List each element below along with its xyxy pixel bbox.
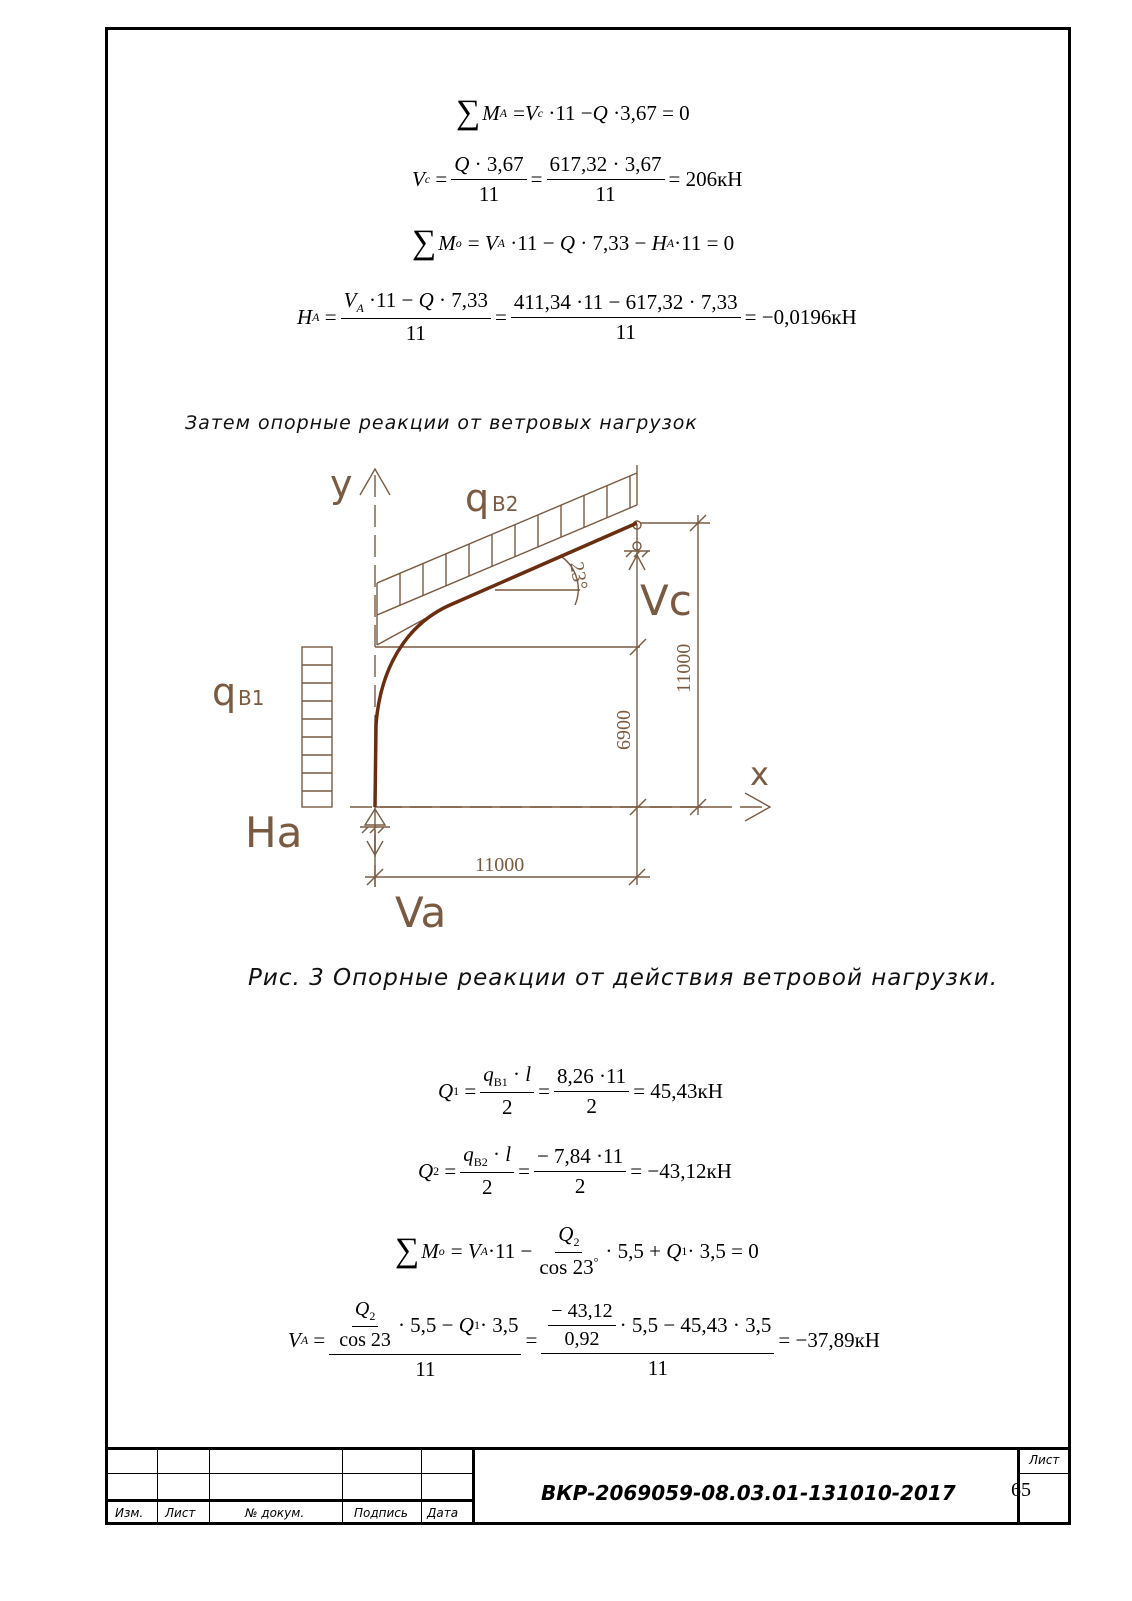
qb1-load [302,647,332,807]
col-doc: № докум. [245,1506,305,1520]
qb1-label: q [212,670,237,714]
equation-vc: V c = $\frac{Q \cdot 3,67}{11}$ = $\frac{617,32 \cdot 3,67}{11}$ = 206кН [412,152,743,206]
qb2-load-top [377,473,637,583]
col-date: Дата [427,1506,459,1520]
y-axis-label: y [330,462,353,506]
figure-caption: Рис. 3 Опорные реакции от действия ветровой нагрузки. [248,965,999,991]
document-number: ВКР-2069059-08.03.01-131010-2017 [541,1481,956,1505]
x-axis-label: x [750,755,769,793]
ha-label: Ha [245,808,303,857]
q2-result: = −43,12кН [630,1158,732,1183]
ha-result: = −0,0196кН [744,304,857,329]
equation-moment-o-2: ∑ M o = V A ·11 − $\frac{Q_2}{\cos 23^\circ}$ · 5,5 + Q 1 · 3,5 = 0 [395,1222,759,1280]
col-sign: Подпись [354,1506,408,1520]
dim-11000-v-label: 11000 [673,643,695,693]
qb2-subscript: B2 [492,492,519,516]
vc-label: Vc [640,576,692,625]
vc-symbol: V [412,167,425,191]
dim-11000-h-label: 11000 [475,854,525,876]
equation-q1: Q 1 = $\frac{q_{B1} \cdot l}{2}$ = $\frac{8,26 \cdot 11}{2}$ = 45,43кН [438,1062,723,1120]
intro-text: Затем опорные реакции от ветровых нагрузок [185,412,698,434]
va-label: Va [395,888,447,937]
frame-member [375,523,637,807]
col-list: Лист [165,1506,196,1520]
qb2-load-bottom [377,505,637,615]
qb1-subscript: B1 [238,686,265,710]
va-result: = −37,89кН [778,1327,880,1352]
sheet-label: Лист [1029,1453,1060,1467]
col-izm: Изм. [115,1506,144,1520]
title-block [105,1447,1071,1525]
qb1-hatch [302,665,332,791]
dim-6900-label: 6900 [613,710,635,750]
sheet-number: 65 [1011,1479,1031,1501]
vc-result: = 206кН [668,167,743,191]
wind-load-figure [190,455,810,945]
structure-diagram [190,455,810,945]
equation-moment-a: ∑ M A = V c ·11 − Q ·3,67 = 0 [456,94,690,131]
qb2-label: q [465,476,490,520]
q1-result: = 45,43кН [633,1078,723,1103]
equation-moment-o-1: ∑ M o = V A ·11 − Q · 7,33 − H A ·11 = 0 [412,224,735,261]
equation-ha: H A = $\frac{V_A \cdot 11 - Q \cdot 7,33}{11}$ = $\frac{411,34 \cdot 11 - 617,32 \cdot 7,33}{11}$ = −0,0196кН [297,288,857,346]
equation-q2: Q 2 = $\frac{q_{B2} \cdot l}{2}$ = $\frac{- 7,84 \cdot 11}{2}$ = −43,12кН [418,1142,732,1200]
equation-va: V A = $\frac{Q_2}{\cos 23}$ · 5,5 − Q 1 · 3,5 11 = $\frac{- 43,12}{0,92}$ · 5,5 − 45,43 · 3,5 11 = −37,89кН [288,1298,880,1381]
angle-label: 23° [565,560,592,592]
